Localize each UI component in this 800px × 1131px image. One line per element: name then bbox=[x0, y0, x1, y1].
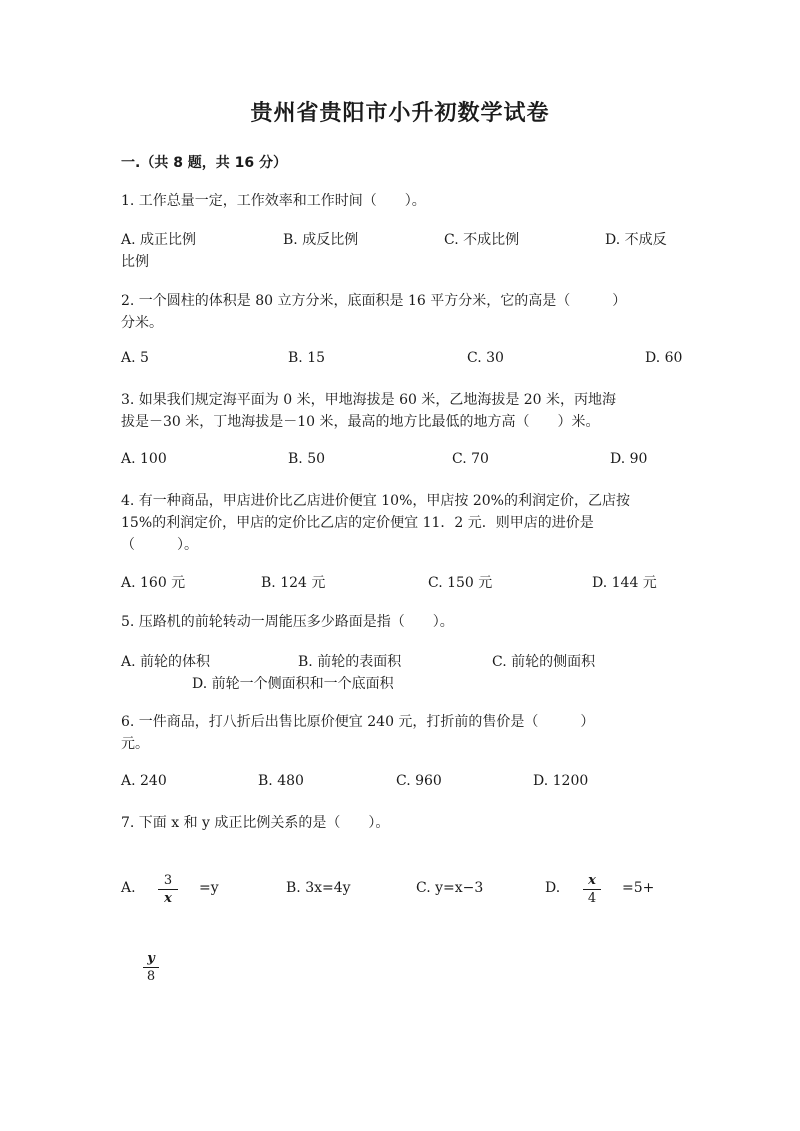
question-4-option-b: B. 124 元 bbox=[261, 575, 326, 591]
question-7-option-b: B. 3x=4y bbox=[286, 880, 351, 896]
question-7-option-d-label: D. bbox=[545, 880, 561, 896]
question-1-option-d: D. 不成反 bbox=[605, 232, 667, 248]
question-5-stem: 5. 压路机的前轮转动一周能压多少路面是指（ ）。 bbox=[121, 614, 454, 630]
question-7-option-d-tail: =5+ bbox=[622, 880, 655, 896]
question-7-option-a-tail: =y bbox=[199, 880, 219, 896]
question-7-option-c: C. y=x−3 bbox=[416, 880, 484, 896]
question-4-stem-line3: （ ）。 bbox=[121, 537, 198, 553]
question-1-option-b: B. 成反比例 bbox=[283, 232, 359, 248]
question-4-stem-line2: 15%的利润定价，甲店的定价比乙店的定价便宜 11．2 元．则甲店的进价是 bbox=[121, 515, 594, 531]
page-title: 贵州省贵阳市小升初数学试卷 bbox=[250, 101, 550, 126]
question-1-option-d-wrap: 比例 bbox=[121, 254, 149, 270]
question-3-option-a: A. 100 bbox=[121, 451, 167, 467]
question-7-wrap-numerator: y bbox=[147, 951, 155, 966]
question-7-option-a-fraction bbox=[158, 872, 178, 907]
question-7-option-a-numerator: 3 bbox=[163, 873, 173, 888]
question-3-stem: 3. 如果我们规定海平面为 0 米，甲地海拔是 60 米，乙地海拔是 20 米，丙地海 bbox=[121, 392, 617, 408]
question-7-option-d-numerator: x bbox=[588, 873, 596, 888]
question-6-stem-line2: 元。 bbox=[121, 736, 149, 752]
section-heading: 一.（共 8 题，共 16 分） bbox=[121, 155, 288, 171]
question-5-option-a: A. 前轮的体积 bbox=[121, 654, 211, 670]
question-2-option-c: C. 30 bbox=[467, 350, 504, 366]
question-4-stem: 4. 有一种商品，甲店进价比乙店进价便宜 10%，甲店按 20%的利润定价，乙店按 bbox=[121, 493, 630, 509]
question-5-option-c: C. 前轮的侧面积 bbox=[492, 654, 596, 670]
question-1-option-c: C. 不成比例 bbox=[444, 232, 520, 248]
question-6-option-c: C. 960 bbox=[396, 773, 442, 789]
question-3-option-d: D. 90 bbox=[610, 451, 648, 467]
question-7-option-d-wrap-fraction bbox=[143, 950, 159, 985]
question-2-option-a: A. 5 bbox=[121, 350, 149, 366]
question-4-option-c: C. 150 元 bbox=[428, 575, 493, 591]
question-3-option-b: B. 50 bbox=[288, 451, 326, 467]
question-7-wrap-denominator: 8 bbox=[143, 967, 159, 985]
question-6-option-d: D. 1200 bbox=[533, 773, 589, 789]
question-6-option-b: B. 480 bbox=[258, 773, 304, 789]
question-3-stem-line2: 拔是－30 米，丁地海拔是－10 米，最高的地方比最低的地方高（ ）米。 bbox=[121, 414, 600, 430]
question-6-option-a: A. 240 bbox=[121, 773, 167, 789]
question-2-stem-line2: 分米。 bbox=[121, 315, 163, 331]
question-2-option-d: D. 60 bbox=[645, 350, 683, 366]
question-3-option-c: C. 70 bbox=[452, 451, 489, 467]
question-1-stem: 1. 工作总量一定，工作效率和工作时间（ ）。 bbox=[121, 193, 426, 209]
question-4-option-a: A. 160 元 bbox=[121, 575, 186, 591]
question-7-option-a-label: A. bbox=[121, 880, 136, 896]
question-7-stem: 7. 下面 x 和 y 成正比例关系的是（ ）。 bbox=[121, 815, 390, 831]
question-5-option-b: B. 前轮的表面积 bbox=[298, 654, 402, 670]
question-2-option-b: B. 15 bbox=[288, 350, 326, 366]
question-5-option-d: D. 前轮一个侧面积和一个底面积 bbox=[192, 676, 394, 692]
question-6-stem: 6. 一件商品，打八折后出售比原价便宜 240 元，打折前的售价是（ ） bbox=[121, 714, 595, 730]
question-7-option-d-fraction bbox=[583, 872, 601, 907]
question-7-option-d-denominator: 4 bbox=[583, 889, 601, 907]
question-4-option-d: D. 144 元 bbox=[592, 575, 657, 591]
question-2-stem: 2. 一个圆柱的体积是 80 立方分米，底面积是 16 平方分米，它的高是（ ） bbox=[121, 293, 627, 309]
question-1-option-a: A. 成正比例 bbox=[121, 232, 197, 248]
question-7-option-a-denominator: x bbox=[158, 889, 178, 907]
